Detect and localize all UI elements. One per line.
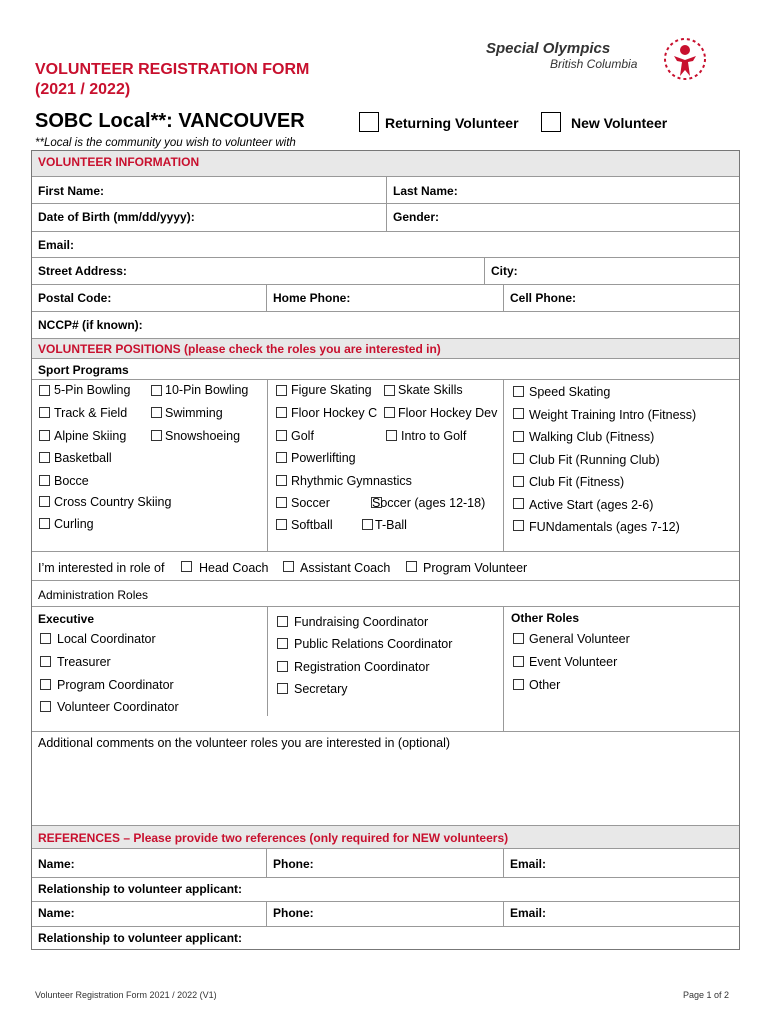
checkbox-snowshoeing[interactable] <box>151 430 162 441</box>
special-olympics-emblem-icon <box>660 34 710 84</box>
sport-label: 10-Pin Bowling <box>165 383 249 397</box>
checkbox-event-volunteer[interactable] <box>513 656 524 667</box>
admin-role-label: Treasurer <box>57 655 111 669</box>
admin-role-label: Event Volunteer <box>529 655 618 669</box>
checkbox-skate-skills[interactable] <box>384 385 395 396</box>
sport-label: Soccer (ages 12-18) <box>372 496 486 510</box>
divider <box>267 379 268 551</box>
checkbox-active-start[interactable] <box>513 498 524 509</box>
divider <box>266 901 267 926</box>
sport-label: Floor Hockey Dev <box>398 406 498 420</box>
sport-label: Figure Skating <box>291 383 372 397</box>
ref2-name-label: Name: <box>38 906 75 920</box>
divider <box>503 379 504 551</box>
sport-label: Intro to Golf <box>401 429 467 443</box>
checkbox-t-ball[interactable] <box>362 519 373 530</box>
sport-label: Walking Club (Fitness) <box>529 430 655 444</box>
checkbox-head-coach[interactable] <box>181 561 192 572</box>
sport-programs-heading: Sport Programs <box>38 363 129 377</box>
admin-roles-heading: Administration Roles <box>38 588 149 602</box>
divider <box>32 203 739 204</box>
checkbox-softball[interactable] <box>276 519 287 530</box>
admin-role-label: General Volunteer <box>529 632 630 646</box>
sport-label: Speed Skating <box>529 385 611 399</box>
checkbox-rhythmic-gymnastics[interactable] <box>276 475 287 486</box>
sport-label: Alpine Skiing <box>54 429 127 443</box>
sport-label: Softball <box>291 518 333 532</box>
checkbox-walking-club[interactable] <box>513 431 524 442</box>
ref1-email-label: Email: <box>510 857 547 871</box>
checkbox-floor-hockey-c[interactable] <box>276 407 287 418</box>
form-year: (2021 / 2022) <box>35 81 131 98</box>
checkbox-club-fit-running[interactable] <box>513 453 524 464</box>
last-name-label: Last Name: <box>393 184 458 198</box>
new-volunteer-checkbox[interactable] <box>541 112 561 132</box>
admin-role-label: Volunteer Coordinator <box>57 700 179 714</box>
divider <box>32 311 739 312</box>
form-title: VOLUNTEER REGISTRATION FORM <box>35 61 310 78</box>
sport-label: Track & Field <box>54 406 128 420</box>
nccp-label: NCCP# (if known): <box>38 318 143 332</box>
ref2-email-label: Email: <box>510 906 547 920</box>
checkbox-basketball[interactable] <box>39 452 50 463</box>
ref2-phone-label: Phone: <box>273 906 314 920</box>
checkbox-alpine-skiing[interactable] <box>39 430 50 441</box>
divider <box>484 257 485 284</box>
executive-heading: Executive <box>38 612 95 626</box>
divider <box>32 551 739 552</box>
admin-role-label: Public Relations Coordinator <box>294 637 453 651</box>
sport-label: Snowshoeing <box>165 429 241 443</box>
divider <box>267 606 268 716</box>
sobc-local: SOBC Local**: VANCOUVER <box>35 110 305 132</box>
admin-role-label: Other <box>529 678 561 692</box>
checkbox-powerlifting[interactable] <box>276 452 287 463</box>
ref1-relationship-label: Relationship to volunteer applicant: <box>38 882 243 896</box>
checkbox-figure-skating[interactable] <box>276 385 287 396</box>
divider <box>32 731 739 732</box>
checkbox-fundraising-coordinator[interactable] <box>277 616 288 627</box>
comments-label: Additional comments on the volunteer roles you are interested in (optional) <box>38 736 451 750</box>
checkbox-speed-skating[interactable] <box>513 386 524 397</box>
postal-code-label: Postal Code: <box>38 291 112 305</box>
divider <box>32 379 739 380</box>
checkbox-track-field[interactable] <box>39 407 50 418</box>
divider <box>266 284 267 311</box>
sport-label: 5-Pin Bowling <box>54 383 131 397</box>
footer-page-number: Page 1 of 2 <box>683 990 730 1000</box>
divider <box>32 901 739 902</box>
checkbox-treasurer[interactable] <box>40 656 51 667</box>
role-label: Assistant Coach <box>300 561 391 575</box>
volunteer-positions-band: VOLUNTEER POSITIONS (please check the roles you are interested in) <box>32 338 739 359</box>
checkbox-soccer[interactable] <box>276 497 287 508</box>
checkbox-curling[interactable] <box>39 518 50 529</box>
checkbox-public-relations-coordinator[interactable] <box>277 638 288 649</box>
divider <box>32 257 739 258</box>
divider <box>32 877 739 878</box>
divider <box>32 284 739 285</box>
sport-label: FUNdamentals (ages 7-12) <box>529 520 680 534</box>
cell-phone-label: Cell Phone: <box>510 291 577 305</box>
divider <box>386 177 387 231</box>
registration-form <box>31 150 740 950</box>
sport-label: Swimming <box>165 406 223 420</box>
new-volunteer-label: New Volunteer <box>571 115 668 131</box>
logo <box>486 40 646 71</box>
volunteer-info-band: VOLUNTEER INFORMATION <box>32 151 739 177</box>
divider <box>32 606 739 607</box>
divider <box>503 849 504 877</box>
divider <box>266 849 267 877</box>
sport-label: T-Ball <box>375 518 407 532</box>
comments-area[interactable] <box>32 751 739 825</box>
sport-label: Club Fit (Fitness) <box>529 475 625 489</box>
admin-role-label: Local Coordinator <box>57 632 156 646</box>
home-phone-label: Home Phone: <box>273 291 351 305</box>
admin-role-label: Fundraising Coordinator <box>294 615 429 629</box>
sport-label: Skate Skills <box>398 383 463 397</box>
divider <box>503 901 504 926</box>
sport-label: Basketball <box>54 451 112 465</box>
gender-label: Gender: <box>393 210 440 224</box>
city-label: City: <box>491 264 518 278</box>
ref1-name-label: Name: <box>38 857 75 871</box>
logo-line2: British Columbia <box>550 57 638 71</box>
admin-role-label: Program Coordinator <box>57 678 174 692</box>
divider <box>32 231 739 232</box>
admin-role-label: Secretary <box>294 682 348 696</box>
role-label: Head Coach <box>199 561 269 575</box>
checkbox-assistant-coach[interactable] <box>283 561 294 572</box>
checkbox-volunteer-coordinator[interactable] <box>40 701 51 712</box>
street-label: Street Address: <box>38 264 127 278</box>
checkbox-fundamentals[interactable] <box>513 520 524 531</box>
checkbox-program-volunteer[interactable] <box>406 561 417 572</box>
role-prefix: I’m interested in role of <box>38 561 165 575</box>
logo-line1: Special Olympics <box>486 40 611 57</box>
checkbox-intro-to-golf[interactable] <box>386 430 397 441</box>
references-band: REFERENCES – Please provide two references (only required for NEW volunteers) <box>32 825 739 849</box>
sport-label: Powerlifting <box>291 451 356 465</box>
checkbox-10pin-bowling[interactable] <box>151 385 162 396</box>
divider <box>503 284 504 311</box>
sport-label: Curling <box>54 517 94 531</box>
sport-label: Active Start (ages 2-6) <box>529 498 654 512</box>
checkbox-local-coordinator[interactable] <box>40 633 51 644</box>
sport-label: Soccer <box>291 496 330 510</box>
admin-role-label: Registration Coordinator <box>294 660 430 674</box>
checkbox-golf[interactable] <box>276 430 287 441</box>
other-roles-heading: Other Roles <box>511 611 580 625</box>
checkbox-5pin-bowling[interactable] <box>39 385 50 396</box>
checkbox-club-fit-fitness[interactable] <box>513 476 524 487</box>
divider <box>503 606 504 732</box>
dob-label: Date of Birth (mm/dd/yyyy): <box>38 210 195 224</box>
role-label: Program Volunteer <box>423 561 528 575</box>
checkbox-cross-country-skiing[interactable] <box>39 496 50 507</box>
checkbox-swimming[interactable] <box>151 407 162 418</box>
sport-label: Golf <box>291 429 314 443</box>
checkbox-registration-coordinator[interactable] <box>277 661 288 672</box>
checkbox-floor-hockey-dev[interactable] <box>384 407 395 418</box>
sport-label: Weight Training Intro (Fitness) <box>529 408 697 422</box>
divider <box>32 926 739 927</box>
returning-volunteer-label: Returning Volunteer <box>385 115 519 131</box>
sport-label: Bocce <box>54 474 89 488</box>
ref2-relationship-label: Relationship to volunteer applicant: <box>38 931 243 945</box>
sport-label: Club Fit (Running Club) <box>529 453 660 467</box>
checkbox-program-coordinator[interactable] <box>40 679 51 690</box>
sport-label: Floor Hockey C <box>291 406 378 420</box>
email-label: Email: <box>38 238 75 252</box>
checkbox-secretary[interactable] <box>277 683 288 694</box>
first-name-label: First Name: <box>38 184 105 198</box>
sport-label: Cross Country Skiing <box>54 495 172 509</box>
checkbox-general-volunteer[interactable] <box>513 633 524 644</box>
returning-volunteer-checkbox[interactable] <box>359 112 379 132</box>
divider <box>32 580 739 581</box>
sport-label: Rhythmic Gymnastics <box>291 474 412 488</box>
checkbox-bocce[interactable] <box>39 475 50 486</box>
checkbox-other[interactable] <box>513 679 524 690</box>
ref1-phone-label: Phone: <box>273 857 314 871</box>
footer-form-version: Volunteer Registration Form 2021 / 2022 (V1) <box>35 990 217 1000</box>
checkbox-weight-training[interactable] <box>513 408 524 419</box>
local-note: **Local is the community you wish to volunteer with <box>35 137 296 149</box>
